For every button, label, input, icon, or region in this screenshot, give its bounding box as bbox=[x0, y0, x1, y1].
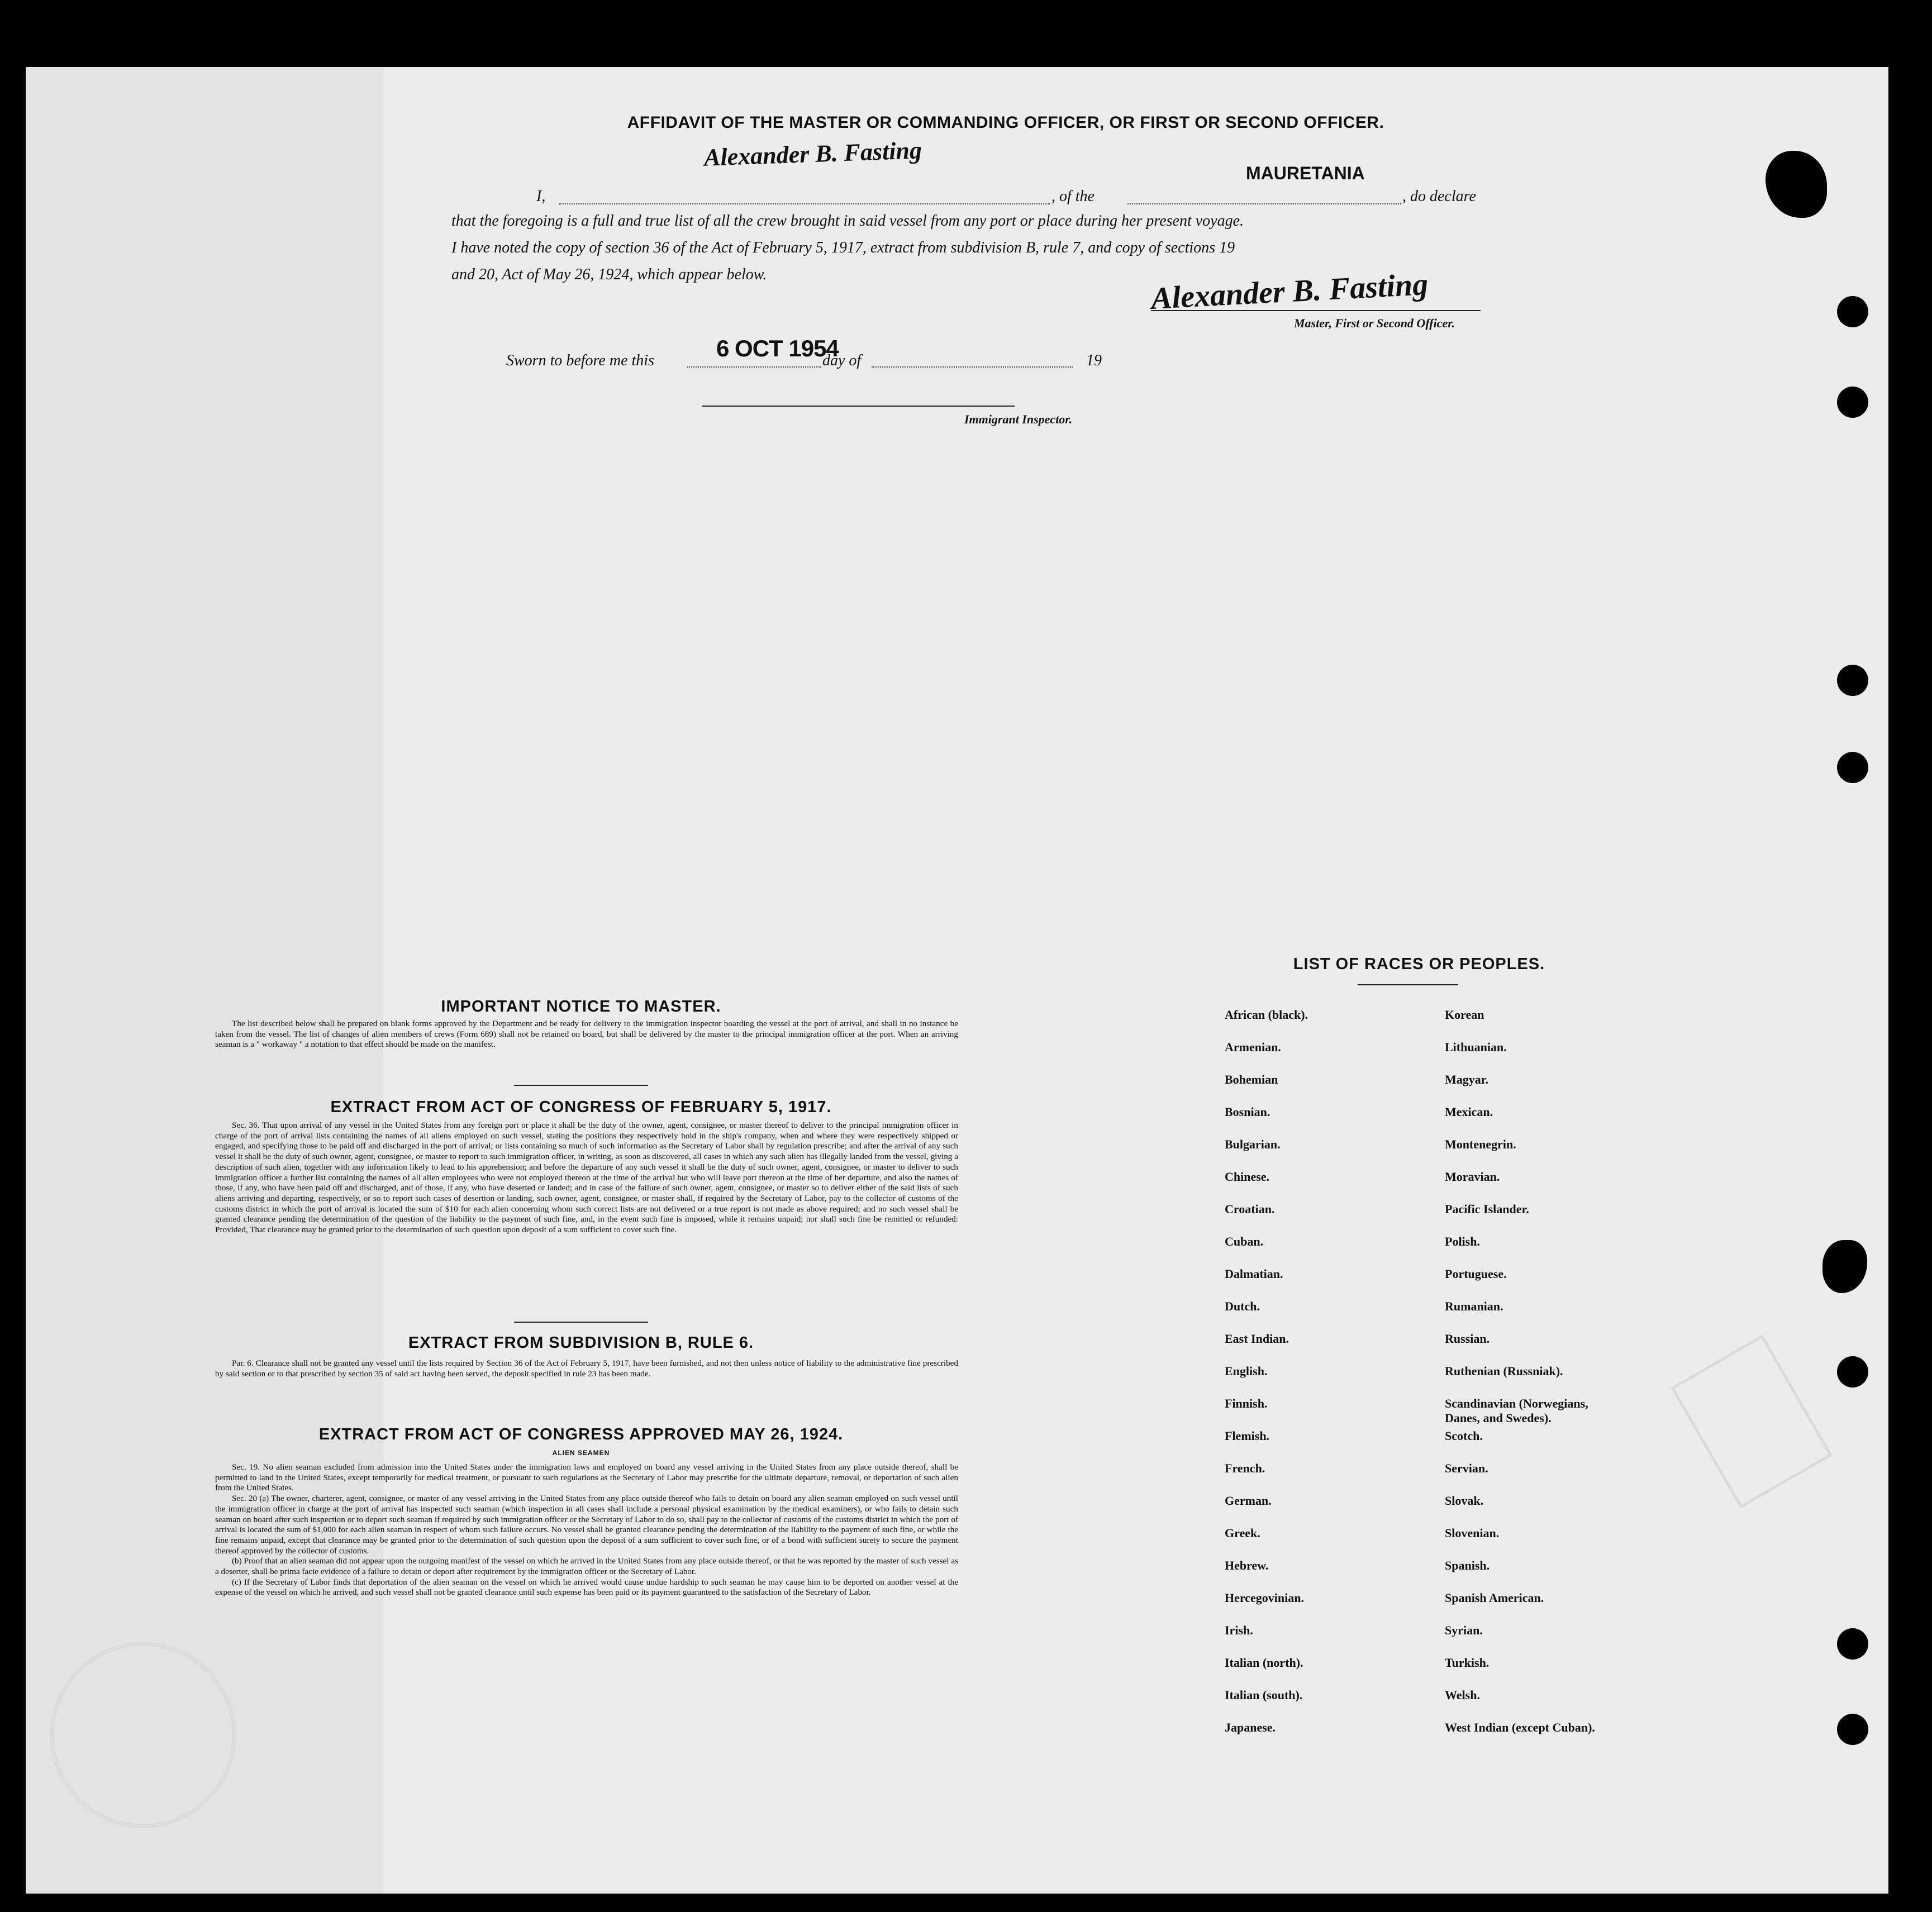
race-item: Flemish. bbox=[1225, 1429, 1270, 1443]
declaration-line-1: that the foregoing is a full and true list of all the crew brought in said vessel from any port or place during her present voyage. bbox=[451, 212, 1244, 230]
extract-1917-body bbox=[215, 1121, 958, 1236]
extract-1924-body bbox=[215, 1462, 958, 1598]
binder-hole bbox=[1837, 387, 1868, 418]
signature-line bbox=[1151, 310, 1481, 311]
sec-20b-text: (b) Proof that an alien seaman did not appear upon the outgoing manifest of the vessel on which he arrived in the United States from any place outside thereof, or that he was reported by the master of such vessel as a deserter, shall be prima facie evidence of a failure to detain or deport after requirement by the immigration officer or the Secretary of Labor. bbox=[215, 1556, 958, 1577]
vessel-name: MAURETANIA bbox=[1246, 163, 1365, 183]
race-item: German. bbox=[1225, 1494, 1272, 1508]
vessel-line bbox=[1127, 203, 1401, 204]
bleed-through-panel bbox=[26, 67, 383, 1894]
race-item: Slovenian. bbox=[1445, 1526, 1500, 1540]
race-item: Spanish. bbox=[1445, 1558, 1490, 1572]
race-item: Korean bbox=[1445, 1008, 1484, 1022]
i-label: I, bbox=[536, 188, 546, 205]
signature-title: Master, First or Second Officer. bbox=[1294, 316, 1455, 330]
race-item: Croatian. bbox=[1225, 1202, 1275, 1216]
race-item: Mexican. bbox=[1445, 1105, 1493, 1119]
extract-rule6-body bbox=[215, 1358, 958, 1379]
sec-19-text: Sec. 19. No alien seaman excluded from admission into the United States under the immigration laws and employed on board any vessel arriving in the United States from any place outside thereof, shall be permitted to land in the United States, except temporarily for medical treatment, or pursuant to such regulations as the Secretary of Labor may prescribe for the ultimate departure, removal, or deportation of such alien from the United States. bbox=[215, 1462, 958, 1493]
affidavit-title: AFFIDAVIT OF THE MASTER OR COMMANDING OFFICER, OR FIRST OR SECOND OFFICER. bbox=[627, 113, 1384, 132]
race-item: Bosnian. bbox=[1225, 1105, 1270, 1119]
race-item: Dutch. bbox=[1225, 1299, 1260, 1313]
race-item: Irish. bbox=[1225, 1623, 1253, 1637]
divider bbox=[514, 1322, 648, 1323]
of-the-label: , of the bbox=[1051, 188, 1095, 205]
race-item: West Indian (except Cuban). bbox=[1445, 1720, 1595, 1734]
declaration-line-2: I have noted the copy of section 36 of the Act of February 5, 1917, extract from subdivision B, rule 7, and copy of sections 19 bbox=[451, 239, 1235, 256]
race-item: English. bbox=[1225, 1364, 1268, 1378]
race-item: French. bbox=[1225, 1461, 1265, 1475]
divider bbox=[514, 1085, 648, 1086]
race-item: Armenian. bbox=[1225, 1040, 1281, 1054]
race-item: Rumanian. bbox=[1445, 1299, 1503, 1313]
do-declare-label: , do declare bbox=[1402, 188, 1476, 205]
handwritten-name: Alexander B. Fasting bbox=[703, 136, 922, 171]
race-item: Japanese. bbox=[1225, 1720, 1276, 1734]
race-item: Spanish American. bbox=[1445, 1591, 1544, 1605]
race-item: Turkish. bbox=[1445, 1656, 1490, 1670]
notice-body bbox=[215, 1019, 958, 1050]
sworn-day-line bbox=[687, 366, 821, 368]
race-item: Dalmatian. bbox=[1225, 1267, 1283, 1281]
sec-20c-text: (c) If the Secretary of Labor finds that deportation of the alien seaman on the vessel on which he arrived would cause undue hardship to such seaman he may cause him to be deported on another vessel at the expense of the vessel on which he arrived, and such vessel shall not be granted clearance until such expense has been paid or its payment guaranteed to the satisfaction of the Secretary of Labor. bbox=[215, 1577, 958, 1598]
race-item: Bulgarian. bbox=[1225, 1137, 1281, 1151]
binder-hole bbox=[1837, 296, 1868, 327]
race-item: Finnish. bbox=[1225, 1396, 1268, 1410]
race-item: Scandinavian (Norwegians, Danes, and Swedes). bbox=[1445, 1396, 1588, 1425]
section-36-text: Sec. 36. That upon arrival of any vessel in the United States from any foreign port or place it shall be the duty of the owner, agent, consignee, or master thereof to deliver to the principal immigration officer in charge of the port of arrival lists containing the names of all aliens employed on such vessel, stating the positions they respectively hold in the ship's company, when and where they were respectively shipped or engaged, and specifying those to be paid off and discharged in the port of arrival; or lists containing so much of such information as the Secretary of Labor shall by regulation prescribe; and after the arrival of any such vessel it shall be the duty of such owner, agent, consignee, or master to report to such immigration officer, in writing, as soon as discovered, all cases in which any such alien has illegally landed from the vessel, giving a description of such alien, together with any information likely to lead to his apprehension; and before the departure of any such vessel it shall be the duty of such owner, agent, consignee, or master to deliver to such immigration officer a further list containing the names of all alien employees who were not employed thereon at the time of the arrival but who will leave port thereon at the time of her departure, and also the names of those, if any, who have been paid off and discharged, and of those, if any, who have deserted or landed; and in case of the failure of such owner, agent, consignee, or master so to deliver either of the said lists of such aliens arriving and departing, respectively, or so to report such cases of desertion or landing, such owner, agent, consignee, or master shall, if required by the Secretary of Labor, pay to the collector of customs of the customs district in which the port of arrival is located the sum of $10 for each alien concerning whom such correct lists are not delivered or a true report is not made as above required; and no such vessel shall be granted clearance pending the determination of the question of the liability to the payment of such fine, and, in the event such fine is imposed, while it remains unpaid; nor shall such fine be remitted or refunded: Provided, That clearance may be granted prior to the determination of such question upon deposit of a sum sufficient to cover such fine. bbox=[215, 1121, 958, 1235]
race-item: Hercegovinian. bbox=[1225, 1591, 1304, 1605]
race-item: Hebrew. bbox=[1225, 1558, 1269, 1572]
race-item: Magyar. bbox=[1445, 1072, 1489, 1086]
alien-seamen-subtitle: ALIEN SEAMEN bbox=[552, 1449, 610, 1457]
race-item: Slovak. bbox=[1445, 1494, 1484, 1508]
race-item: Syrian. bbox=[1445, 1623, 1483, 1637]
master-signature: Alexander B. Fasting bbox=[1150, 267, 1429, 316]
race-item: Pacific Islander. bbox=[1445, 1202, 1529, 1216]
race-item: African (black). bbox=[1225, 1008, 1308, 1022]
inspector-line bbox=[702, 406, 1015, 407]
binder-hole bbox=[1837, 1714, 1868, 1745]
binder-hole bbox=[1837, 1356, 1868, 1387]
race-item: Italian (south). bbox=[1225, 1688, 1303, 1702]
race-item: Portuguese. bbox=[1445, 1267, 1507, 1281]
name-line bbox=[559, 203, 1050, 204]
notice-title: IMPORTANT NOTICE TO MASTER. bbox=[441, 998, 721, 1015]
binder-hole bbox=[1837, 1628, 1868, 1660]
race-item: Cuban. bbox=[1225, 1234, 1264, 1248]
race-item: Moravian. bbox=[1445, 1170, 1500, 1184]
race-item: Chinese. bbox=[1225, 1170, 1270, 1184]
race-item: Servian. bbox=[1445, 1461, 1488, 1475]
divider bbox=[1358, 984, 1458, 985]
notice-text: The list described below shall be prepared on blank forms approved by the Department and be ready for delivery to the immigration inspector boarding the vessel at the port of arrival, and shall in no instance be taken from the vessel. The list of changes of alien members of crews (Form 689) shall not be retained on board, but shall be delivered by the master to the principal immigration officer at the port. When an arriving seaman is a " workaway " a notation to that effect should be made on the manifest. bbox=[215, 1019, 958, 1050]
race-item: Scotch. bbox=[1445, 1429, 1483, 1443]
race-item: Greek. bbox=[1225, 1526, 1260, 1540]
race-item: Italian (north). bbox=[1225, 1656, 1303, 1670]
extract-1917-title: EXTRACT FROM ACT OF CONGRESS OF FEBRUARY 5, 1917. bbox=[330, 1098, 832, 1116]
race-item: East Indian. bbox=[1225, 1332, 1289, 1346]
extract-rule6-title: EXTRACT FROM SUBDIVISION B, RULE 6. bbox=[408, 1334, 754, 1352]
binder-hole bbox=[1837, 665, 1868, 696]
sworn-month-line bbox=[872, 366, 1073, 368]
race-item: Bohemian bbox=[1225, 1072, 1278, 1086]
par-6-text: Par. 6. Clearance shall not be granted any vessel until the lists required by Section 36 of the Act of February 5, 1917, have been furnished, and not then unless notice of liability to the administrative fine prescribed by said section or to that prescribed by section 35 of said act having been served, the deposit specified in rule 23 has been made. bbox=[215, 1358, 958, 1379]
races-title: LIST OF RACES OR PEOPLES. bbox=[1293, 955, 1545, 973]
declaration-line-3: and 20, Act of May 26, 1924, which appear below. bbox=[451, 266, 767, 283]
embossed-seal bbox=[50, 1642, 236, 1828]
race-item: Montenegrin. bbox=[1445, 1137, 1516, 1151]
inspector-label: Immigrant Inspector. bbox=[964, 412, 1073, 426]
binder-hole bbox=[1837, 752, 1868, 783]
race-item: Lithuanian. bbox=[1445, 1040, 1507, 1054]
sworn-prefix: Sworn to before me this bbox=[506, 352, 654, 369]
extract-1924-title: EXTRACT FROM ACT OF CONGRESS APPROVED MAY 26, 1924. bbox=[318, 1425, 844, 1443]
year-prefix: 19 bbox=[1086, 352, 1102, 369]
date-stamp: 6 OCT 1954 bbox=[716, 335, 839, 361]
day-of-label: day of bbox=[822, 352, 862, 369]
race-item: Welsh. bbox=[1445, 1688, 1480, 1702]
sec-20a-text: Sec. 20 (a) The owner, charterer, agent, consignee, or master of any vessel arriving in the United States from any place outside thereof who fails to detain on board any alien seaman employed on such vessel until the immigration officer in charge at the port of arrival has inspected such seaman (which inspection in all cases shall include a personal physical examination by the medical examiners), or who fails to detain such seaman on board after such inspection or to deport such seaman if required by such immigration officer or the Secretary of Labor to do so, shall pay to the collector of customs of the customs district in which the port of arrival is located the sum of $1,000 for each alien seaman in respect of whom such failure occurs. No vessel shall be granted clearance pending the determination of the liability to the payment of such fine, or while the fine remains unpaid, except that clearance may be granted prior to the determination of such question upon the deposit of a sum sufficient to cover such fine, or of a bond with sufficient surety to secure the payment thereof approved by the collector of customs. bbox=[215, 1494, 958, 1556]
race-item: Ruthenian (Russniak). bbox=[1445, 1364, 1563, 1378]
race-item: Polish. bbox=[1445, 1234, 1480, 1248]
race-item: Russian. bbox=[1445, 1332, 1490, 1346]
